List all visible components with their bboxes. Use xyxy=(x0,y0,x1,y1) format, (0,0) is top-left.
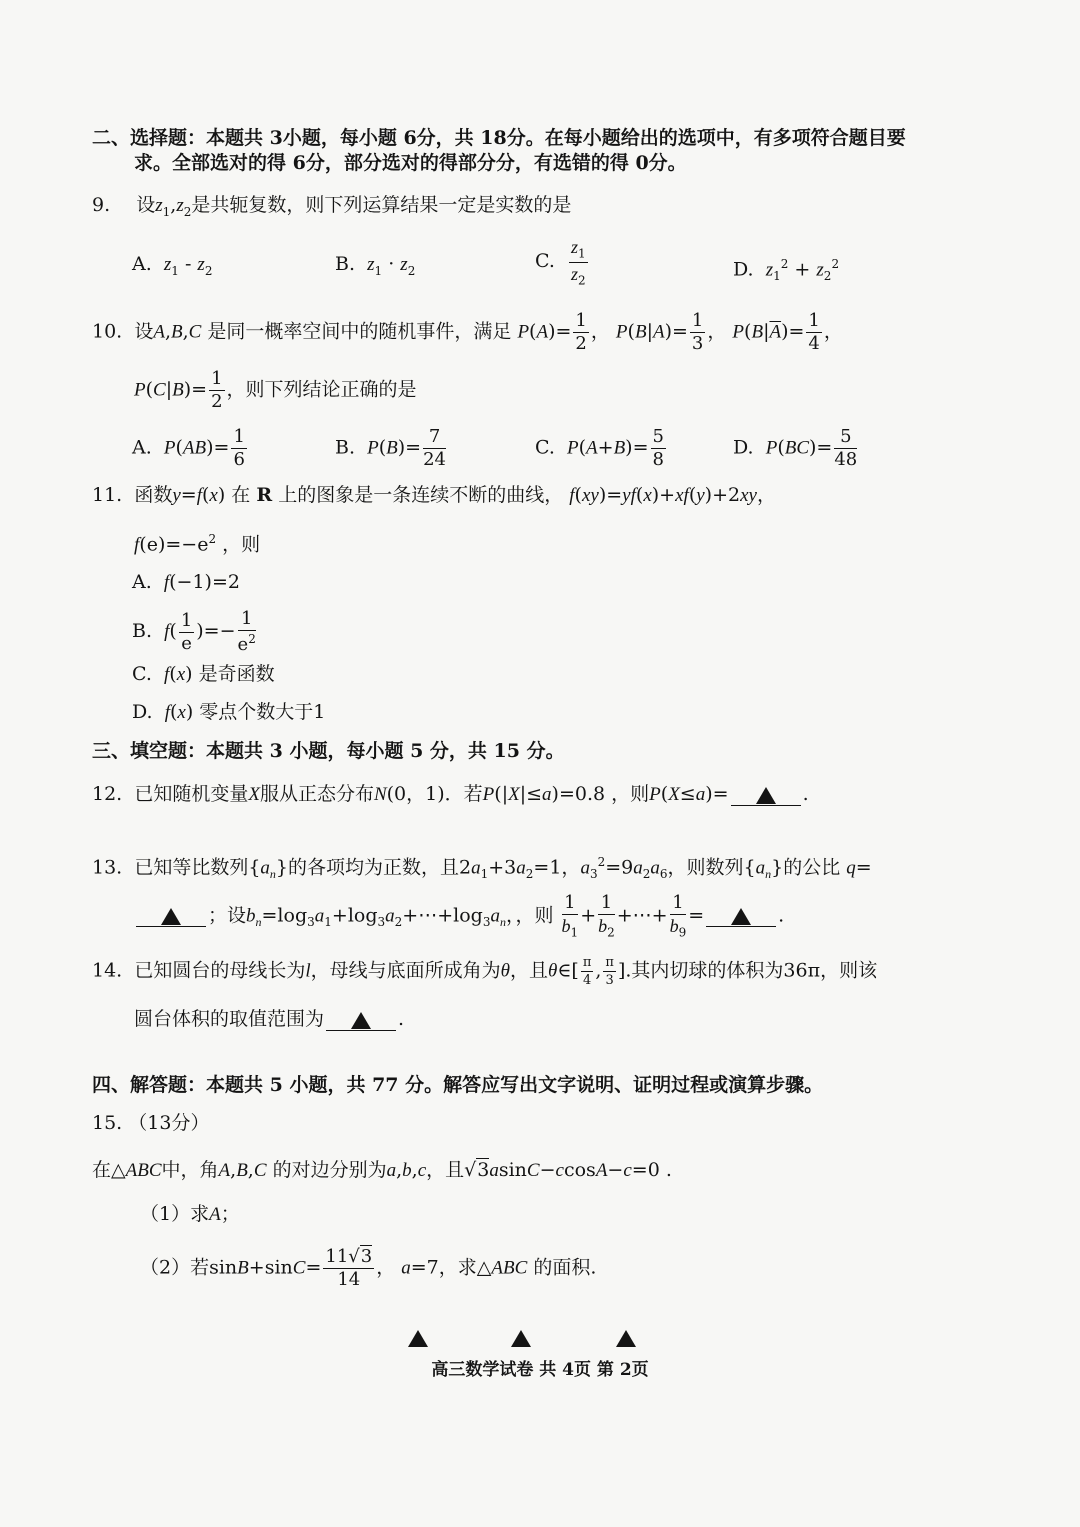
triangle-icon xyxy=(756,787,776,804)
triangle-icon xyxy=(731,908,751,925)
q10-option-c: C. P(A+B)= $\frac{5}{8}$ xyxy=(535,426,664,470)
q9-option-d: D. $z_1^2 + z_2^2$ xyxy=(733,257,840,284)
question-number: 9. xyxy=(92,194,111,216)
q9-option-b: B. $z_1 \cdot z_2$ xyxy=(335,253,416,278)
section-2-heading-line1: 二、选择题：本题共 3小题，每小题 6分，共 18分。在每小题给出的选项中，有多项符合题目要 xyxy=(92,127,906,149)
triangle-icon xyxy=(351,1012,371,1029)
answer-blank xyxy=(731,783,801,806)
q10-option-d: D. P(BC)= $\frac{5}{48}$ xyxy=(733,426,858,470)
section-3-heading: 三、填空题：本题共 3 小题，每小题 5 分，共 15 分。 xyxy=(92,740,565,762)
q11-option-d: D. f(x) 零点个数大于1 xyxy=(132,701,326,723)
question-10-stem: 10. 设A,B,C 是同一概率空间中的随机事件，满足 P(A)= $\frac{1}{2}$ ， P(B|A)= $\frac{1}{3}$ ， $P(B|\overline{A})=$ $\frac{1}{4}$ ， xyxy=(92,310,843,354)
question-14-stem: 14. 已知圆台的母线长为l，母线与底面所成角为θ，且θ∈[ $\frac{\pi}{4}$ , $\frac{\pi}{3}$ ].其内切球的体积为36π，则该 xyxy=(92,955,878,988)
triangle-icon xyxy=(616,1330,636,1347)
question-13-stem-line2: ；设$b_n=\log_3a_1+\log_3a_2+\cdots+\log_3a_n$，，则 $\frac{1}{b_1}$ + $\frac{1}{b_2}$ +⋯+ $\frac{1}{b_9}$ = . xyxy=(134,894,784,939)
q11-option-a: A. f(−1)=2 xyxy=(132,571,240,593)
question-11-stem: 11. 函数y=f(x) 在 R 上的图象是一条连续不断的曲线， f(xy)=yf(x)+xf(y)+2xy， xyxy=(92,484,776,506)
q9-option-a: A. $z_1 - z_2$ xyxy=(132,253,213,278)
triangle-icon xyxy=(161,908,181,925)
question-11-stem-line2: $f(e)=-e^2$ ，则 xyxy=(134,532,261,556)
footer-triangles xyxy=(0,1330,1080,1352)
q11-option-c: C. f(x) 是奇函数 xyxy=(132,663,275,685)
question-12-stem: 12. 已知随机变量X服从正态分布N(0，1)．若P(|X|≤a)=0.8 ，则P(X≤a)= . xyxy=(92,783,809,805)
triangle-icon xyxy=(408,1330,428,1347)
answer-blank xyxy=(326,1008,396,1031)
section-2-heading-line2: 求。全部选对的得 6分，部分选对的得部分分，有选错的得 0分。 xyxy=(134,152,687,174)
question-15-part-1: （1）求A； xyxy=(140,1203,240,1225)
question-9-stem: 9. 设$z_1,z_2$是共轭复数，则下列运算结果一定是实数的是 xyxy=(92,194,572,219)
q10-option-a: A. P(AB)= $\frac{1}{6}$ xyxy=(132,426,245,470)
section-4-heading: 四、解答题：本题共 5 小题，共 77 分。解答应写出文字说明、证明过程或演算步骤。 xyxy=(92,1074,824,1096)
question-15-stem: 在△ABC中，角A,B,C 的对边分别为a,b,c，且√3asinC−ccosA−c=0 . xyxy=(92,1159,672,1181)
q11-option-b: B. f( $\frac{1}{e}$ )=− $\frac{1}{e^2}$ xyxy=(132,608,256,655)
q9-option-c: C. $\frac{z_1}{z_2}$ xyxy=(535,237,586,288)
question-15-part-2: （2）若sinB+sinC= $\frac{11√3}{14}$ ， a=7，求△ABC 的面积. xyxy=(140,1246,597,1290)
q10-option-b: B. P(B)= $\frac{7}{24}$ xyxy=(335,426,446,470)
question-15-header: 15. （13分） xyxy=(92,1112,210,1134)
triangle-icon xyxy=(511,1330,531,1347)
question-14-stem-line2: 圆台体积的取值范围为 . xyxy=(134,1008,405,1030)
page-footer: 高三数学试卷 共 4页 第 2页 xyxy=(431,1360,649,1380)
answer-blank xyxy=(136,904,206,927)
question-10-stem-line2: P(C|B)= $\frac{1}{2}$ ，则下列结论正确的是 xyxy=(134,368,417,412)
answer-blank xyxy=(706,904,776,927)
question-13-stem: 13. 已知等比数列$\{a_n\}$的各项均为正数，且$2a_1+3a_2=1$，$a_3^2=9a_2a_6$，则数列$\{a_n\}$的公比 q= xyxy=(92,855,872,882)
